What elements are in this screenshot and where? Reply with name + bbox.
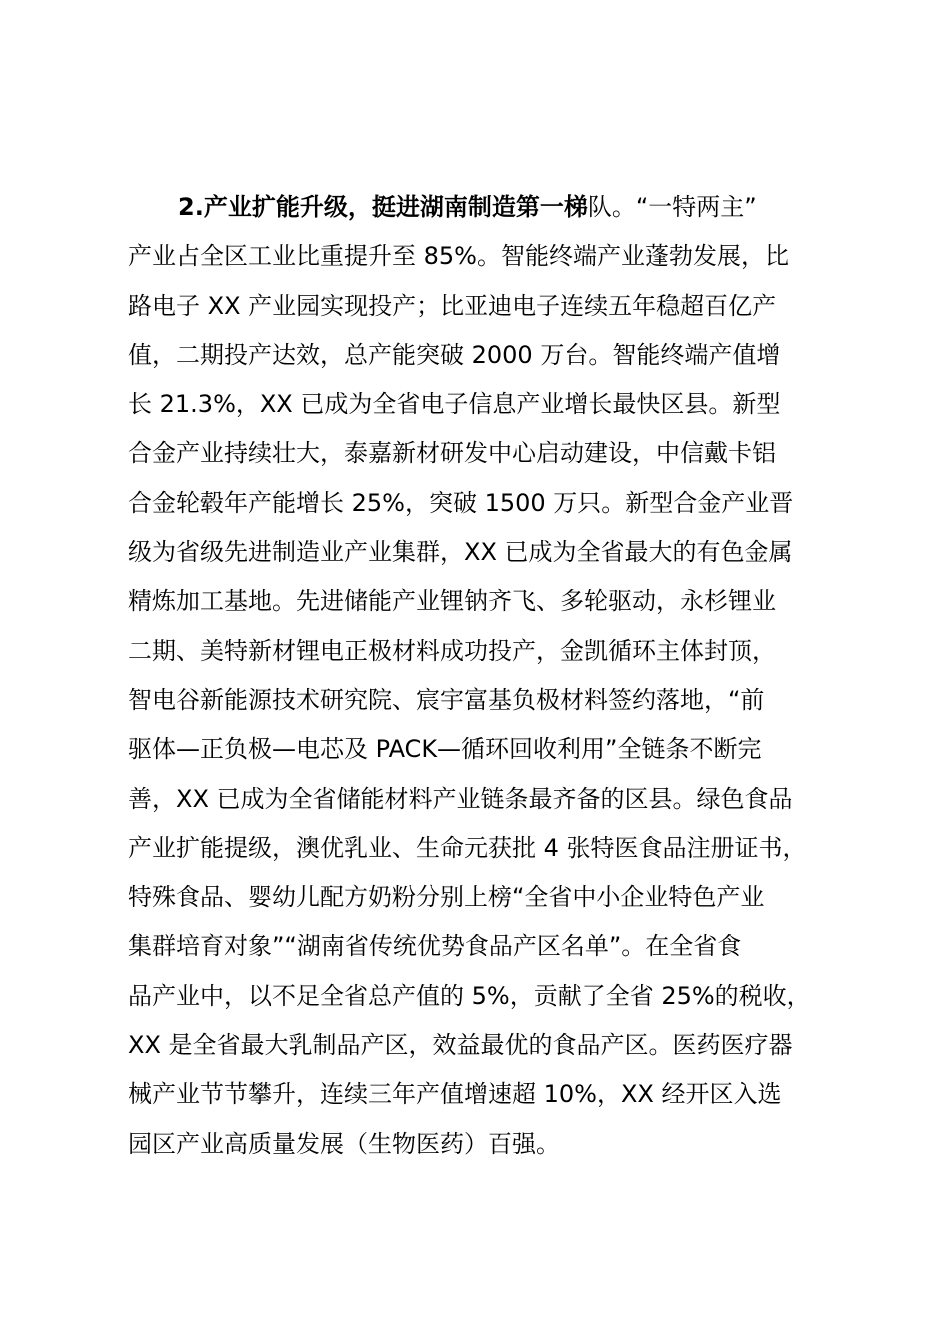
paragraph-line: 长 21.3%，XX 已成为全省电子信息产业增长最快区县。新型 (128, 390, 781, 419)
paragraph-line: 合金产业持续壮大，泰嘉新材研发中心启动建设，中信戴卡铝 (128, 439, 776, 468)
paragraph-line: 智电谷新能源技术研究院、宸宇富基负极材料签约落地，“前 (128, 685, 765, 714)
paragraph-line (128, 183, 858, 232)
paragraph-line: XX 是全省最大乳制品产区，效益最优的食品产区。医药医疗器 (128, 1031, 793, 1060)
paragraph-line: 二期、美特新材锂电正极材料成功投产，金凯循环主体封顶， (128, 636, 776, 665)
section-heading: 2.产业扩能升级，挺进湖南制造第一梯 (178, 193, 588, 221)
paragraph-line: 合金轮毂年产能增长 25%，突破 1500 万只。新型合金产业晋 (128, 488, 794, 517)
paragraph-line: 级为省级先进制造业产业集群，XX 已成为全省最大的有色金属 (128, 538, 793, 567)
paragraph-line: 值，二期投产达效，总产能突破 2000 万台。智能终端产值增 (128, 340, 781, 369)
paragraph-line: 路电子 XX 产业园实现投产；比亚迪电子连续五年稳超百亿产 (128, 291, 777, 320)
paragraph-line: 精炼加工基地。先进储能产业锂钠齐飞、多轮驱动，永杉锂业 (128, 587, 776, 616)
paragraph-line: 园区产业高质量发展（生物医药）百强。 (128, 1129, 560, 1158)
paragraph-line: 集群培育对象”“湖南省传统优势食品产区名单”。在全省食 (128, 932, 742, 961)
paragraph-line: 产业占全区工业比重提升至 85%。智能终端产业蓬勃发展，比 (128, 242, 789, 271)
paragraph-line: 特殊食品、婴幼儿配方奶粉分别上榜“全省中小企业特色产业 (128, 883, 765, 912)
paragraph (128, 183, 858, 1169)
paragraph-line: 械产业节节攀升，连续三年产值增速超 10%，XX 经开区入选 (128, 1080, 782, 1109)
heading-line-rest: 队。“一特两主” (587, 193, 757, 221)
paragraph-line: 善，XX 已成为全省储能材料产业链条最齐备的区县。绿色食品 (128, 784, 793, 813)
paragraph-line: 驱体—正负极—电芯及 PACK—循环回收利用”全链条不断完 (128, 735, 762, 764)
paragraph-line: 品产业中，以不足全省总产值的 5%，贡献了全省 25%的税收， (128, 981, 811, 1010)
paragraph-line: 产业扩能提级，澳优乳业、生命元获批 4 张特医食品注册证书， (128, 833, 807, 862)
